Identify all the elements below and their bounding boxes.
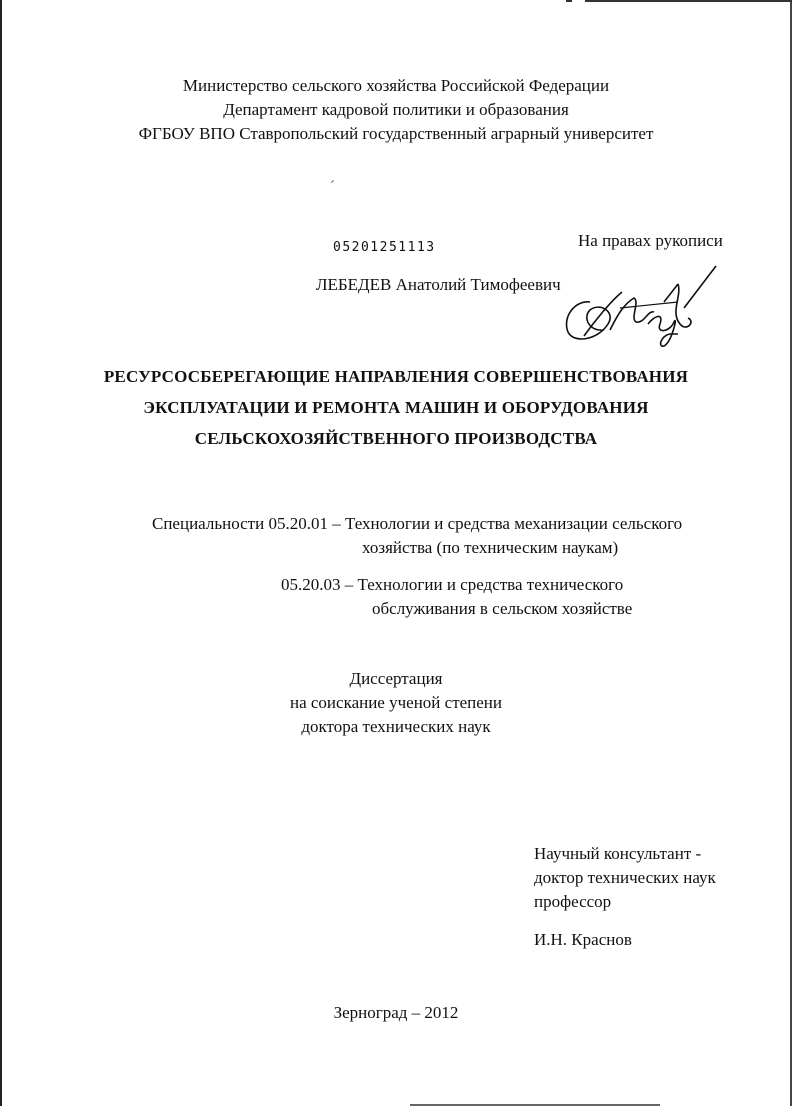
specialty-first-line2: хозяйства (по техническим наукам): [362, 538, 619, 557]
dissertation-title-line3: СЕЛЬСКОХОЗЯЙСТВЕННОГО ПРОИЗВОДСТВА: [194, 429, 598, 448]
scan-edge-top: [585, 0, 792, 2]
specialty-first-line1: Специальности 05.20.01 – Технологии и средства механизации сельского: [152, 514, 683, 533]
consultant-title: профессор: [534, 892, 612, 911]
degree-name: доктора технических наук: [301, 717, 491, 736]
city-year: Зерноград – 2012: [333, 1003, 459, 1022]
dissertation-title-line2: ЭКСПЛУАТАЦИИ И РЕМОНТА МАШИН И ОБОРУДОВАНИЯ: [143, 398, 649, 417]
department-name: Департамент кадровой политики и образования: [223, 100, 569, 119]
consultant-label: Научный консультант -: [534, 844, 702, 863]
author-name: ЛЕБЕДЕВ Анатолий Тимофеевич: [316, 275, 561, 294]
signature-icon: [560, 262, 720, 347]
document-type: Диссертация: [349, 669, 443, 688]
scan-speck: [331, 180, 334, 183]
university-name: ФГБОУ ВПО Ставропольский государственный аграрный университет: [138, 124, 654, 143]
ministry-name: Министерство сельского хозяйства Российской Федерации: [182, 76, 610, 95]
scan-edge-left: [0, 0, 2, 1106]
consultant-name: И.Н. Краснов: [534, 930, 632, 949]
specialty-second-line1: 05.20.03 – Технологии и средства технического: [281, 575, 624, 594]
registration-number: 05201251113: [333, 240, 436, 255]
rights-notice: На правах рукописи: [578, 231, 723, 250]
degree-purpose: на соискание ученой степени: [289, 693, 503, 712]
dissertation-title-line1: РЕСУРСОСБЕРЕГАЮЩИЕ НАПРАВЛЕНИЯ СОВЕРШЕНСТВОВАНИЯ: [103, 367, 689, 386]
consultant-degree: доктор технических наук: [534, 868, 716, 887]
specialty-second-line2: обслуживания в сельском хозяйстве: [372, 599, 633, 618]
scan-mark-top: [566, 0, 572, 2]
